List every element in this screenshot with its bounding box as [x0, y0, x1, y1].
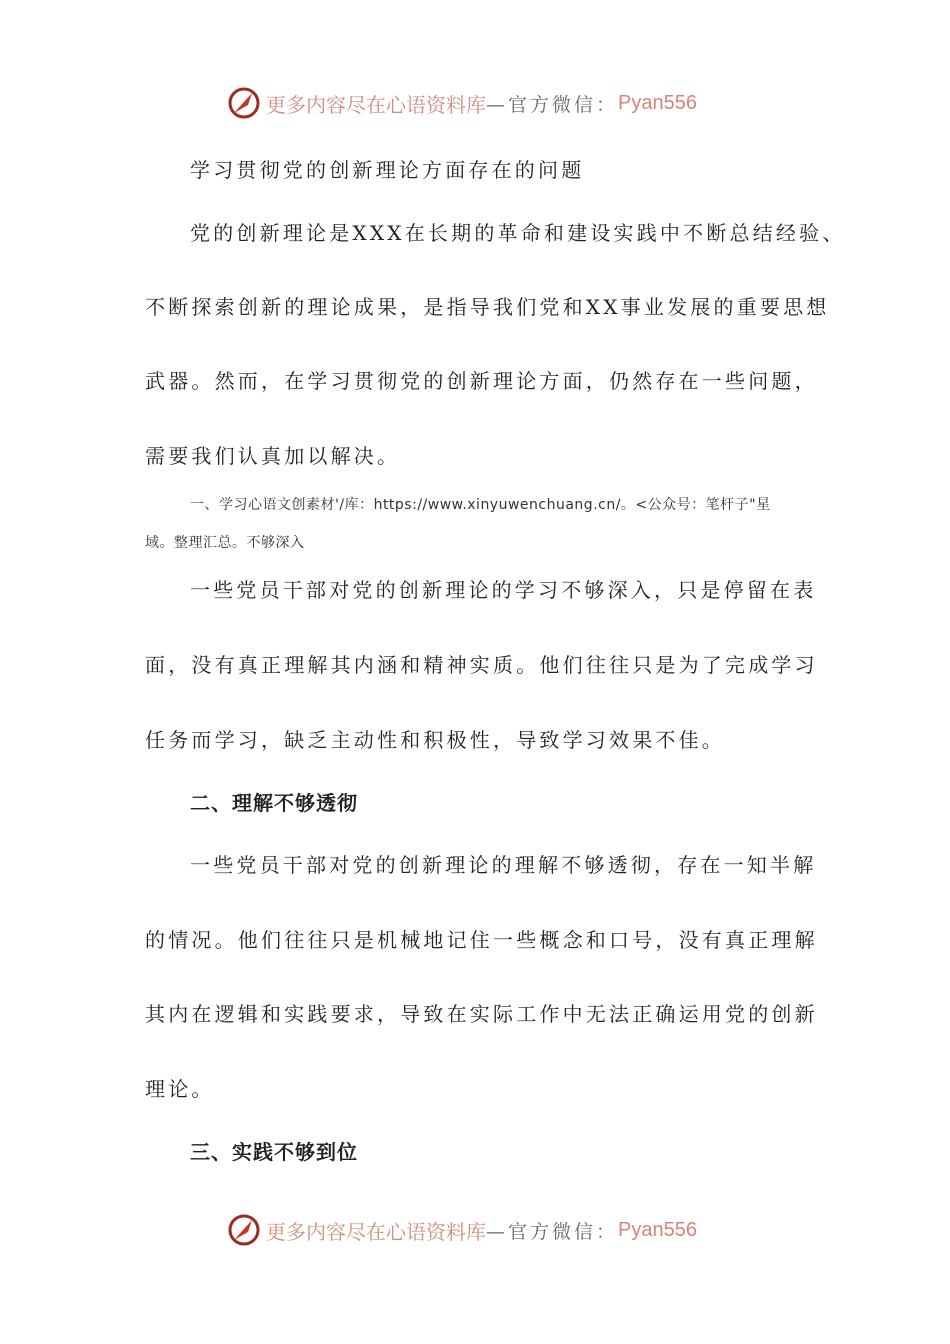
heading-line-small: 一、学习心语文创素材'/库：https://www.xinyuwenchuang.cn/。<公众号：笔杆子"星: [190, 497, 771, 513]
paragraph-line: 需要我们认真加以解决。: [145, 444, 401, 468]
footer-watermark-banner: [226, 1210, 697, 1250]
paragraph-line: 其内在逻辑和实践要求，导致在实际工作中无法正确运用党的创新: [145, 1002, 818, 1026]
paragraph-line: 一些党员干部对党的创新理论的理解不够透彻，存在一知半解: [190, 853, 817, 877]
document-title: 学习贯彻党的创新理论方面存在的问题: [190, 158, 585, 182]
paragraph-line: 不断探索创新的理论成果，是指导我们党和XX事业发展的重要思想: [145, 295, 830, 319]
paragraph-line: 面，没有真正理解其内涵和精神实质。他们往往只是为了完成学习: [145, 653, 818, 677]
banner-wechat-id: Pyan556: [618, 91, 697, 114]
paragraph-line: 理论。: [145, 1077, 215, 1101]
paragraph-line: 一些党员干部对党的创新理论的学习不够深入，只是停留在表: [190, 578, 817, 602]
banner-wechat-label: —官方微信：: [486, 1220, 619, 1243]
paragraph-line: 任务而学习，缺乏主动性和积极性，导致学习效果不佳。: [145, 728, 725, 752]
banner-text: 更多内容尽在心语资料库: [266, 92, 486, 117]
section-heading: 三、实践不够到位: [190, 1140, 358, 1164]
quill-logo-icon: [226, 1212, 262, 1248]
banner-wechat-id: Pyan556: [618, 1218, 697, 1241]
quill-logo-icon: [226, 85, 262, 121]
heading-line-small: 域。整理汇总。不够深入: [145, 535, 305, 551]
header-watermark-banner: [226, 83, 697, 123]
paragraph-line: 武器。然而，在学习贯彻党的创新理论方面，仍然存在一些问题，: [145, 369, 818, 393]
paragraph-line: 党的创新理论是XXX在长期的革命和建设实践中不断总结经验、: [190, 221, 846, 245]
banner-text: 更多内容尽在心语资料库: [266, 1219, 486, 1244]
section-heading: 二、理解不够透彻: [190, 791, 358, 815]
banner-wechat-label: —官方微信：: [486, 93, 619, 116]
paragraph-line: 的情况。他们往往只是机械地记住一些概念和口号，没有真正理解: [145, 928, 818, 952]
